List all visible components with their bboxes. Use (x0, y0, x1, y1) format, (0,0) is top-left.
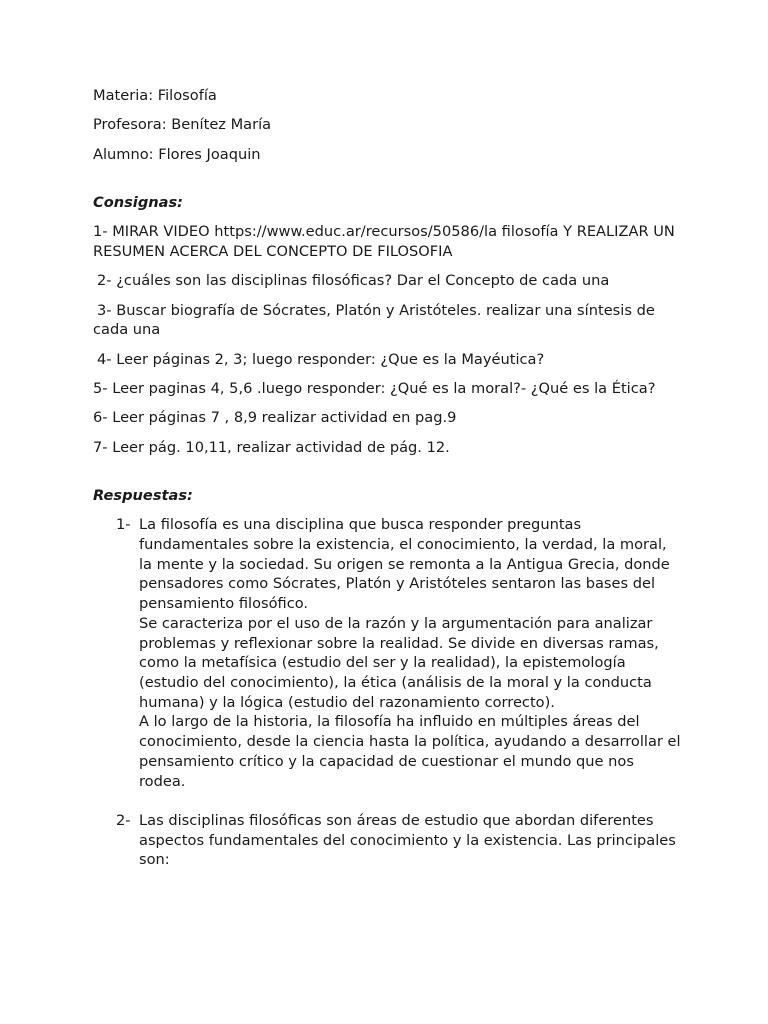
answer-body (139, 515, 683, 791)
instruction-item-7: 7- Leer pág. 10,11, realizar actividad de pág. 12. (93, 438, 450, 456)
answers-list (93, 515, 683, 870)
answer-paragraph: La filosofía es una disciplina que busca responder preguntas fundamentales sobre la existencia, el conocimiento, la verdad, la moral, la mente y la sociedad. Su origen se remonta a la Antigua Grecia, donde pensadores como Sócrates, Platón y Aristóteles sentaron las bases del pensamiento filosófico. (139, 516, 670, 613)
instruction-item-4: 4- Leer páginas 2, 3; luego responder: ¿Que es la Mayéutica? (97, 350, 545, 368)
answers-heading: Respuestas: (93, 487, 193, 505)
instruction-item-5: 5- Leer paginas 4, 5,6 .luego responder: ¿Qué es la moral?- ¿Qué es la Ética? (93, 379, 656, 397)
answer-paragraph: Se caracteriza por el uso de la razón y la argumentación para analizar problemas y reflexionar sobre la realidad. Se divide en diversas ramas, como la metafísica (estudio del ser y la realidad), la epistemología (estudio del conocimiento), la ética (análisis de la moral y la conducta humana) y la lógica (estudio del razonamiento correcto). (139, 614, 659, 711)
document-body (93, 86, 683, 890)
answer-number: 1- (116, 516, 131, 534)
answer-number: 2- (116, 811, 131, 829)
instruction-item-1: 1- MIRAR VIDEO https://www.educ.ar/recursos/50586/la filosofía Y REALIZAR UN RESUMEN ACERCA DEL CONCEPTO DE FILOSOFIA (93, 223, 675, 261)
subject-line: Materia: Filosofía (93, 87, 217, 104)
answer-item-2 (93, 811, 683, 870)
answer-item-1 (93, 515, 683, 791)
answer-paragraph: A lo largo de la historia, la filosofía ha influido en múltiples áreas del conocimiento, desde la ciencia hasta la política, ayudando a desarrollar el pensamiento crítico y la capacidad de cuestionar el mundo que nos rodea. (139, 713, 681, 790)
instructions-heading: Consignas: (93, 194, 184, 212)
student-line: Alumno: Flores Joaquin (93, 145, 261, 163)
answer-paragraph: Las disciplinas filosóficas son áreas de estudio que abordan diferentes aspectos fundamentales del conocimiento y la existencia. Las principales son: (139, 811, 676, 869)
instruction-item-6: 6- Leer páginas 7 , 8,9 realizar actividad en pag.9 (93, 409, 457, 427)
instruction-item-3: 3- Buscar biografía de Sócrates, Platón y Aristóteles. realizar una síntesis de cada una (93, 301, 655, 339)
answer-body (139, 811, 683, 870)
teacher-line: Profesora: Benítez María (93, 116, 272, 134)
instruction-item-2: 2- ¿cuáles son las disciplinas filosóficas? Dar el Concepto de cada una (97, 272, 610, 290)
instructions-list (93, 222, 683, 457)
